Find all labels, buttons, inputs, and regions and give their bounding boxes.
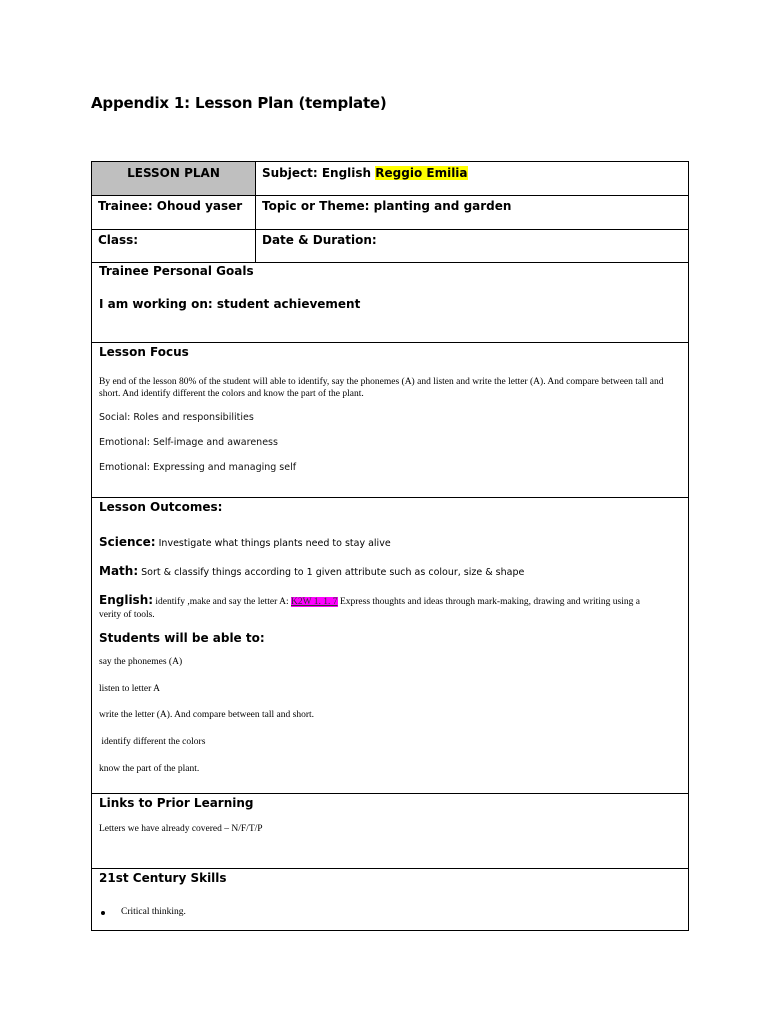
class-label: Class: xyxy=(98,233,139,247)
science-label: Science: xyxy=(99,535,156,549)
lesson-plan-table xyxy=(91,161,689,931)
skills-section xyxy=(92,869,688,932)
lesson-outcomes-heading: Lesson Outcomes: xyxy=(99,500,223,514)
date-cell xyxy=(256,230,688,262)
lesson-focus-heading: Lesson Focus xyxy=(99,345,189,359)
topic-label: Topic or Theme: planting and garden xyxy=(262,199,512,213)
topic-cell xyxy=(256,196,688,229)
skills-heading: 21st Century Skills xyxy=(99,871,227,885)
header-row-3 xyxy=(92,230,688,263)
lesson-plan-header-cell xyxy=(92,162,256,195)
subject-text xyxy=(262,166,468,180)
prior-learning-section xyxy=(92,794,688,869)
bullet-icon xyxy=(101,911,105,915)
students-heading: Students will be able to: xyxy=(99,631,265,645)
trainee-cell xyxy=(92,196,256,229)
student-item-colors: identify different the colors xyxy=(99,737,206,747)
personal-goals-heading: Trainee Personal Goals xyxy=(99,264,254,278)
subject-prefix: Subject: English xyxy=(262,166,376,180)
english-text-2: Express thoughts and ideas through mark-making, drawing and writing using a xyxy=(337,597,640,607)
science-outcome xyxy=(99,533,391,551)
trainee-label: Trainee: Ohoud yaser xyxy=(98,199,243,213)
focus-item-social: Social: Roles and responsibilities xyxy=(99,412,254,423)
english-label: English: xyxy=(99,593,154,607)
english-code: K2W 1. 1. 7 xyxy=(291,597,338,607)
subject-cell xyxy=(256,162,688,195)
personal-goals-section xyxy=(92,263,688,343)
date-duration-label: Date & Duration: xyxy=(262,233,377,247)
skills-item-critical-thinking: Critical thinking. xyxy=(121,907,186,917)
prior-learning-heading: Links to Prior Learning xyxy=(99,796,254,810)
english-text-1: identify ,make and say the letter A: xyxy=(153,597,292,607)
student-item-write: write the letter (A). And compare between tall and short. xyxy=(99,710,314,720)
math-label: Math: xyxy=(99,564,139,578)
english-text-3: verity of tools. xyxy=(99,610,155,620)
student-item-listen: listen to letter A xyxy=(99,684,160,694)
student-item-plant: know the part of the plant. xyxy=(99,764,200,774)
focus-item-emotional-self-image: Emotional: Self-image and awareness xyxy=(99,437,278,448)
class-cell xyxy=(92,230,256,262)
focus-item-emotional-managing: Emotional: Expressing and managing self xyxy=(99,462,297,473)
prior-learning-text: Letters we have already covered – N/F/T/P xyxy=(99,824,263,834)
personal-goals-text: I am working on: student achievement xyxy=(99,297,361,311)
english-outcome xyxy=(99,591,640,609)
lesson-focus-section xyxy=(92,343,688,498)
subject-highlight: Reggio Emilia xyxy=(375,166,468,180)
lesson-outcomes-section xyxy=(92,498,688,794)
math-outcome xyxy=(99,562,524,580)
student-item-phonemes: say the phonemes (A) xyxy=(99,657,183,667)
header-row-2 xyxy=(92,196,688,230)
lesson-plan-label: LESSON PLAN xyxy=(127,166,220,180)
science-text: Investigate what things plants need to stay alive xyxy=(155,538,391,549)
document-title: Appendix 1: Lesson Plan (template) xyxy=(91,94,387,112)
lesson-focus-paragraph: By end of the lesson 80% of the student will able to identify, say the phonemes (A) and listen and write the letter (A). And compare between tall and short. And identify different the colors and know the part of the plant. xyxy=(99,377,664,399)
math-text: Sort & classify things according to 1 given attribute such as colour, size & shape xyxy=(138,567,525,578)
header-row-1 xyxy=(92,162,688,196)
